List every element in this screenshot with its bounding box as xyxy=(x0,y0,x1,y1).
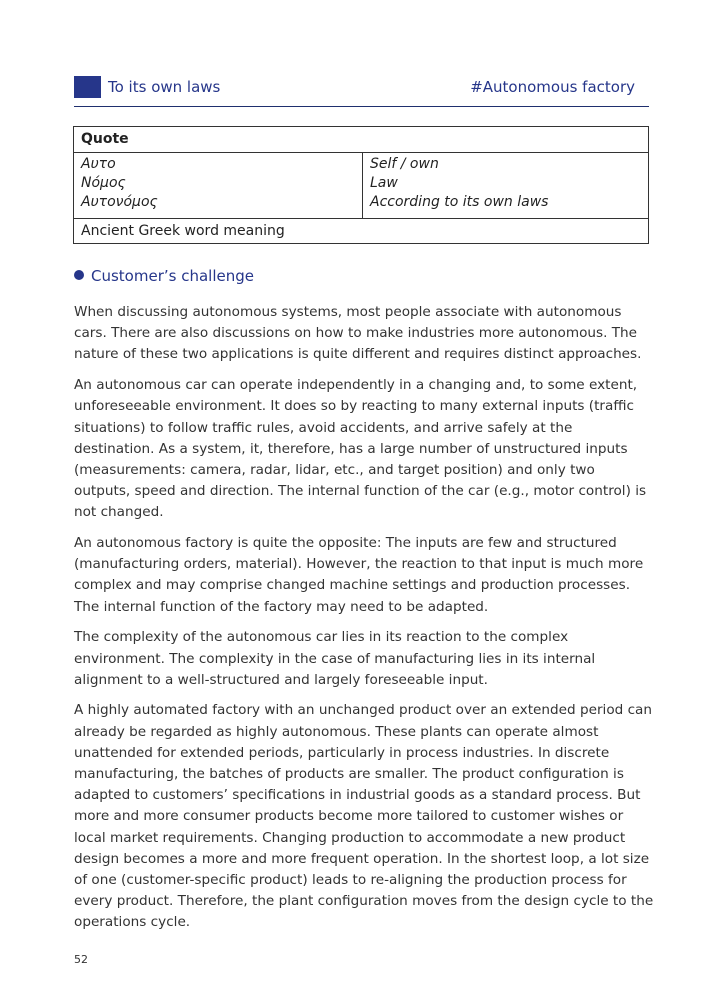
page-header xyxy=(74,76,649,107)
body-text xyxy=(74,302,654,943)
bullet-dot-icon xyxy=(74,270,84,280)
chapter-title: To its own laws xyxy=(108,78,221,96)
quote-table xyxy=(73,126,649,244)
section-heading-text: Customer’s challenge xyxy=(91,267,254,285)
paragraph: When discussing autonomous systems, most people associate with autonomous cars. There are also discussions on how to make industries more autonomous. The nature of these two applications is quite different and requires distinct approaches. xyxy=(74,304,642,363)
header-accent-block xyxy=(74,76,101,98)
section-hashtag: #Autonomous factory xyxy=(470,78,635,96)
greek-word: Αυτονόμος xyxy=(81,194,158,210)
greek-word: Νόμος xyxy=(81,175,126,191)
greek-words-cell xyxy=(74,153,363,219)
paragraph: An autonomous car can operate independently in a changing and, to some extent, unforeseeable environment. It does so by reacting to many external inputs (traffic situations) to follow traffic rules, avoid accidents, and arrive safely at the destination. As a system, it, therefore, has a large number of unstructured inputs (measurements: camera, radar, lidar, etc., and target position) and only two outputs, speed and direction. The internal function of the car (e.g., motor control) is not changed. xyxy=(74,377,647,521)
quote-table-caption: Ancient Greek word meaning xyxy=(74,219,649,244)
meanings-cell xyxy=(363,153,649,219)
word-meaning: Self / own xyxy=(370,156,439,172)
section-heading xyxy=(74,267,254,285)
paragraph: A highly automated factory with an unchanged product over an extended period can already be regarded as highly autonomous. These plants can operate almost unattended for extended periods, particularly in process industries. In discrete manufacturing, the batches of products are smaller. The product configuration is adapted to customers’ specifications in industrial goods as a standard process. But more and more consumer products become more tailored to customer wishes or local market requirements. Changing production to accommodate a new product design becomes a more and more frequent operation. In the shortest loop, a lot size of one (customer-specific product) leads to re-aligning the production process for every product. Therefore, the plant configuration moves from the design cycle to the operations cycle. xyxy=(74,702,654,931)
page-number: 52 xyxy=(74,953,88,966)
greek-word: Αυτο xyxy=(81,156,116,172)
word-meaning: According to its own laws xyxy=(370,194,549,210)
paragraph: The complexity of the autonomous car lies in its reaction to the complex environment. The complexity in the case of manufacturing lies in its internal alignment to a well-structured and largely foreseeable input. xyxy=(74,629,596,688)
word-meaning: Law xyxy=(370,175,398,191)
quote-table-heading: Quote xyxy=(74,127,649,153)
paragraph: An autonomous factory is quite the opposite: The inputs are few and structured (manufacturing orders, material). However, the reaction to that input is much more complex and may comprise changed machine settings and production processes. The internal function of the factory may need to be adapted. xyxy=(74,535,644,615)
